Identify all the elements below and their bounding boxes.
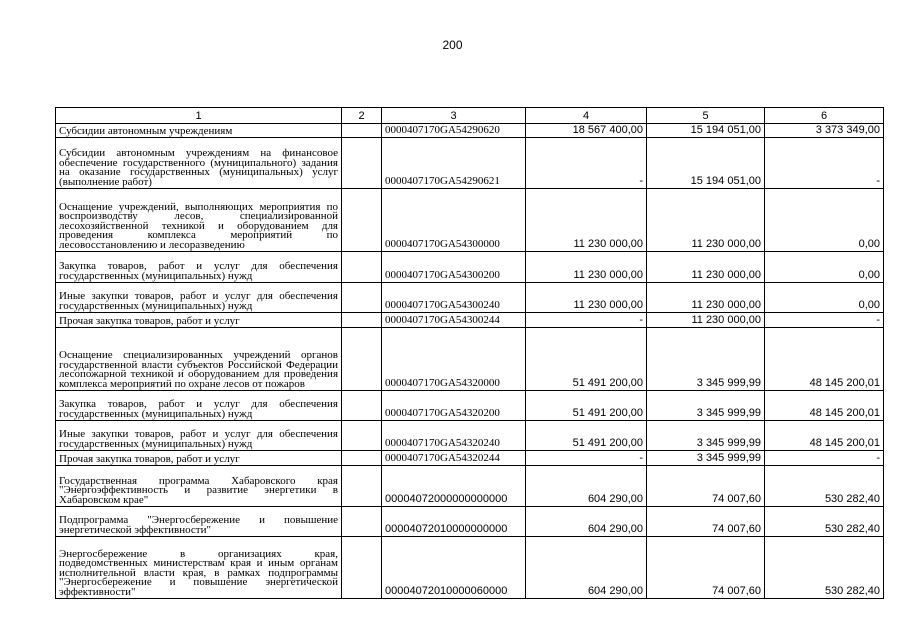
row-amount-6: 530 282,40 [765, 466, 884, 507]
row-name: Закупка товаров, работ и услуг для обеспечения государственных (муниципальных) нужд [56, 252, 342, 283]
row-code: 0000407170GA54320200 [382, 391, 526, 421]
row-name: Прочая закупка товаров, работ и услуг [56, 313, 342, 328]
row-name: Подпрограмма "Энергосбережение и повышение энергетической эффективности" [56, 507, 342, 537]
row-name: Иные закупки товаров, работ и услуг для обеспечения государственных (муниципальных) нужд [56, 421, 342, 451]
row-amount-6: 48 145 200,01 [765, 391, 884, 421]
row-amount-4: 51 491 200,00 [526, 421, 647, 451]
row-amount-5: 74 007,60 [647, 537, 765, 599]
row-col2 [342, 328, 382, 391]
header-col-3: 3 [382, 108, 526, 124]
row-amount-6: 0,00 [765, 283, 884, 313]
row-amount-6: - [765, 313, 884, 328]
row-code: 00004072000000000000 [382, 466, 526, 507]
row-name: Субсидии автономным учреждениям на финансовое обеспечение государственного (муниципального) задания на оказание государственных (муниципальных) услуг (выполнение работ) [56, 138, 342, 189]
row-amount-4: 51 491 200,00 [526, 328, 647, 391]
row-code: 00004072010000060000 [382, 537, 526, 599]
row-amount-4: 51 491 200,00 [526, 391, 647, 421]
table-row [56, 507, 884, 537]
row-amount-4: 604 290,00 [526, 507, 647, 537]
row-amount-4: 18 567 400,00 [526, 124, 647, 138]
table-row [56, 283, 884, 313]
row-code: 00004072010000000000 [382, 507, 526, 537]
row-amount-5: 11 230 000,00 [647, 189, 765, 252]
row-code: 0000407170GA54300240 [382, 283, 526, 313]
row-col2 [342, 421, 382, 451]
row-amount-4: - [526, 451, 647, 466]
header-col-5: 5 [647, 108, 765, 124]
table-row [56, 313, 884, 328]
row-amount-6: - [765, 138, 884, 189]
row-amount-5: 3 345 999,99 [647, 328, 765, 391]
row-amount-4: 604 290,00 [526, 537, 647, 599]
row-name: Закупка товаров, работ и услуг для обеспечения государственных (муниципальных) нужд [56, 391, 342, 421]
row-amount-5: 3 345 999,99 [647, 451, 765, 466]
row-code: 0000407170GA54300200 [382, 252, 526, 283]
row-code: 0000407170GA54300000 [382, 189, 526, 252]
row-name: Прочая закупка товаров, работ и услуг [56, 451, 342, 466]
row-col2 [342, 466, 382, 507]
table-row [56, 391, 884, 421]
row-name: Оснащение учреждений, выполняющих мероприятия по воспроизводству лесов, специализированной лесохозяйственной техникой и оборудованием для проведения комплекса мероприятий по лесовосстановлению и лесоразведению [56, 189, 342, 252]
table-row [56, 421, 884, 451]
row-col2 [342, 507, 382, 537]
row-amount-5: 11 230 000,00 [647, 252, 765, 283]
row-amount-5: 15 194 051,00 [647, 138, 765, 189]
table-row [56, 328, 884, 391]
header-col-6: 6 [765, 108, 884, 124]
table-row [56, 252, 884, 283]
row-name: Энергосбережение в организациях края, подведомственных министерствам края и иным органам исполнительной власти края, в рамках подпрограммы "Энергосбережение и повышение энергетической эффективности" [56, 537, 342, 599]
row-col2 [342, 391, 382, 421]
header-col-1: 1 [56, 108, 342, 124]
header-col-4: 4 [526, 108, 647, 124]
row-amount-5: 74 007,60 [647, 466, 765, 507]
budget-table [55, 107, 884, 599]
row-amount-5: 11 230 000,00 [647, 313, 765, 328]
row-name: Оснащение специализированных учреждений органов государственной власти субъектов Российской Федерации лесопожарной техникой и оборудованием для проведения комплекса мероприятий по охране лесов от пожаров [56, 328, 342, 391]
row-amount-5: 3 345 999,99 [647, 391, 765, 421]
row-code: 0000407170GA54320000 [382, 328, 526, 391]
row-amount-5: 11 230 000,00 [647, 283, 765, 313]
row-amount-4: 11 230 000,00 [526, 189, 647, 252]
row-amount-6: 48 145 200,01 [765, 421, 884, 451]
row-name: Государственная программа Хабаровского края "Энергоэффективность и развитие энергетики в Хабаровском крае" [56, 466, 342, 507]
row-code: 0000407170GA54320240 [382, 421, 526, 451]
row-col2 [342, 313, 382, 328]
row-amount-4: 11 230 000,00 [526, 283, 647, 313]
row-col2 [342, 283, 382, 313]
row-col2 [342, 138, 382, 189]
row-amount-6: 0,00 [765, 252, 884, 283]
row-amount-6: 530 282,40 [765, 537, 884, 599]
table-row [56, 138, 884, 189]
row-amount-5: 15 194 051,00 [647, 124, 765, 138]
row-amount-4: - [526, 138, 647, 189]
row-amount-4: 11 230 000,00 [526, 252, 647, 283]
row-amount-5: 3 345 999,99 [647, 421, 765, 451]
table-row [56, 466, 884, 507]
row-amount-6: - [765, 451, 884, 466]
row-col2 [342, 537, 382, 599]
table-row [56, 451, 884, 466]
table-header-row [56, 108, 884, 124]
page-number: 200 [442, 38, 463, 52]
row-code: 0000407170GA54290620 [382, 124, 526, 138]
table-row [56, 124, 884, 138]
row-code: 0000407170GA54320244 [382, 451, 526, 466]
row-code: 0000407170GA54290621 [382, 138, 526, 189]
row-amount-6: 48 145 200,01 [765, 328, 884, 391]
row-amount-6: 3 373 349,00 [765, 124, 884, 138]
row-col2 [342, 189, 382, 252]
table-row [56, 537, 884, 599]
row-amount-4: 604 290,00 [526, 466, 647, 507]
row-amount-4: - [526, 313, 647, 328]
row-name: Субсидии автономным учреждениям [56, 124, 342, 138]
row-col2 [342, 252, 382, 283]
row-col2 [342, 451, 382, 466]
row-code: 0000407170GA54300244 [382, 313, 526, 328]
row-amount-6: 530 282,40 [765, 507, 884, 537]
row-amount-5: 74 007,60 [647, 507, 765, 537]
header-col-2: 2 [342, 108, 382, 124]
row-name: Иные закупки товаров, работ и услуг для обеспечения государственных (муниципальных) нужд [56, 283, 342, 313]
row-amount-6: 0,00 [765, 189, 884, 252]
row-col2 [342, 124, 382, 138]
table-row [56, 189, 884, 252]
